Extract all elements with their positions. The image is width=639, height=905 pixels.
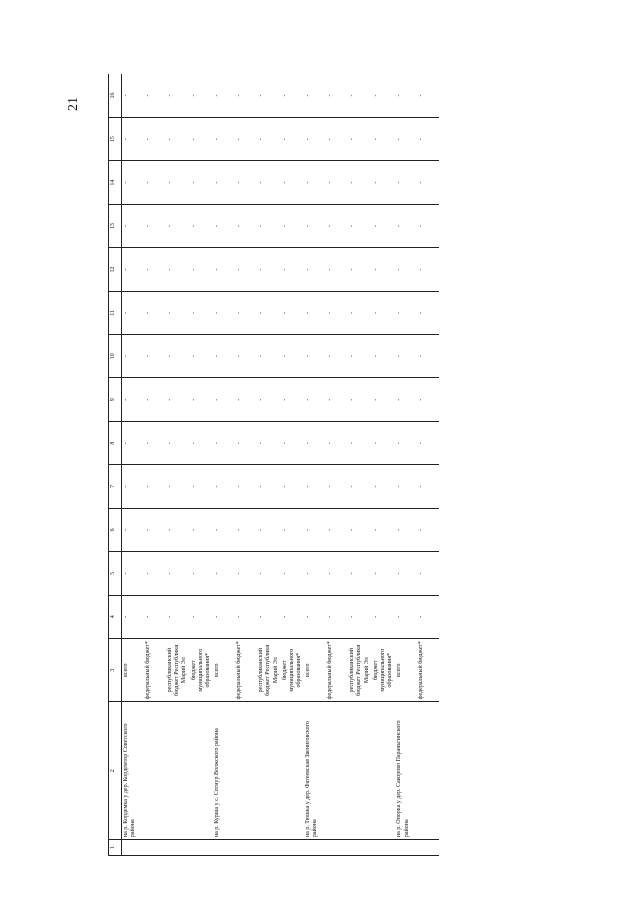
value-cell: - [213,161,235,204]
value-cell: - [281,465,305,508]
value-cell: - [304,291,326,334]
value-cell: - [281,335,305,378]
value-cell: - [395,118,417,161]
value-cell: - [122,204,145,247]
value-cell: - [326,74,348,118]
value-cell: - [213,595,235,638]
value-cell: - [395,378,417,421]
value-cell: - [372,74,396,118]
column-header: 3 [109,638,122,702]
column-header: 13 [109,204,122,247]
value-cell: - [257,465,281,508]
value-cell: - [257,204,281,247]
value-cell: - [417,118,439,161]
page-number: 21 [66,97,81,111]
value-cell: - [417,552,439,595]
value-cell: - [417,161,439,204]
header-row [109,74,122,856]
value-cell: - [395,335,417,378]
value-cell: - [326,161,348,204]
value-cell: - [281,204,305,247]
value-cell: - [348,508,372,551]
location-cell: на р. Кордемка у дер. Кордемтор Советского района [122,702,214,840]
value-cell: - [213,291,235,334]
table-row [213,74,235,856]
value-cell: - [235,378,257,421]
value-cell: - [281,508,305,551]
value-cell: - [348,335,372,378]
value-cell: - [144,465,166,508]
rotated-table [108,74,538,856]
value-cell: - [166,465,190,508]
column-header: 6 [109,508,122,551]
column-header: 5 [109,552,122,595]
value-cell: - [122,74,145,118]
value-cell: - [190,595,214,638]
value-cell: - [257,421,281,464]
value-cell: - [122,595,145,638]
value-cell: - [235,508,257,551]
value-cell: - [304,552,326,595]
value-cell: - [348,118,372,161]
value-cell: - [144,118,166,161]
value-cell: - [122,465,145,508]
value-cell: - [122,378,145,421]
row-number-cell [395,840,439,856]
value-cell: - [235,335,257,378]
value-cell: - [213,335,235,378]
value-cell: - [144,335,166,378]
value-cell: - [144,204,166,247]
value-cell: - [166,204,190,247]
value-cell: - [417,508,439,551]
value-cell: - [395,161,417,204]
value-cell: - [326,118,348,161]
value-cell: - [348,378,372,421]
column-header: 9 [109,378,122,421]
column-header: 12 [109,248,122,291]
value-cell: - [257,378,281,421]
value-cell: - [213,465,235,508]
funding-source-cell: республиканский бюджет Республики Марий Эл [257,638,281,702]
value-cell: - [235,161,257,204]
value-cell: - [166,552,190,595]
budget-table-container [108,74,538,856]
funding-source-cell: всего [304,638,326,702]
value-cell: - [144,595,166,638]
value-cell: - [257,74,281,118]
value-cell: - [326,552,348,595]
value-cell: - [395,595,417,638]
value-cell: - [144,508,166,551]
value-cell: - [122,335,145,378]
value-cell: - [166,595,190,638]
column-header: 15 [109,118,122,161]
value-cell: - [166,118,190,161]
value-cell: - [235,595,257,638]
value-cell: - [348,552,372,595]
value-cell: - [257,595,281,638]
value-cell: - [395,508,417,551]
value-cell: - [372,161,396,204]
funding-source-cell: федеральный бюджет* [326,638,348,702]
column-header: 14 [109,161,122,204]
value-cell: - [281,421,305,464]
value-cell: - [166,335,190,378]
value-cell: - [395,204,417,247]
value-cell: - [372,508,396,551]
value-cell: - [281,595,305,638]
column-header: 7 [109,465,122,508]
value-cell: - [166,74,190,118]
location-cell: на р. Курша у с. Сотнур Волжского района [213,702,304,840]
value-cell: - [122,291,145,334]
value-cell: - [235,74,257,118]
value-cell: - [372,552,396,595]
value-cell: - [417,421,439,464]
value-cell: - [257,161,281,204]
value-cell: - [190,161,214,204]
value-cell: - [213,378,235,421]
value-cell: - [348,595,372,638]
row-number-cell [213,840,304,856]
value-cell: - [235,552,257,595]
value-cell: - [190,248,214,291]
value-cell: - [372,204,396,247]
value-cell: - [395,421,417,464]
column-header: 11 [109,291,122,334]
value-cell: - [326,291,348,334]
value-cell: - [395,74,417,118]
value-cell: - [235,118,257,161]
value-cell: - [372,335,396,378]
value-cell: - [190,378,214,421]
value-cell: - [190,465,214,508]
value-cell: - [166,161,190,204]
value-cell: - [417,378,439,421]
value-cell: - [144,378,166,421]
value-cell: - [281,74,305,118]
value-cell: - [326,204,348,247]
value-cell: - [348,421,372,464]
value-cell: - [417,204,439,247]
value-cell: - [257,508,281,551]
value-cell: - [122,508,145,551]
value-cell: - [372,465,396,508]
value-cell: - [372,378,396,421]
value-cell: - [326,378,348,421]
row-number-cell [304,840,395,856]
value-cell: - [235,204,257,247]
funding-source-cell: всего [122,638,145,702]
value-cell: - [213,118,235,161]
value-cell: - [395,465,417,508]
value-cell: - [213,74,235,118]
value-cell: - [122,161,145,204]
value-cell: - [348,74,372,118]
value-cell: - [372,421,396,464]
value-cell: - [304,508,326,551]
column-header: 10 [109,335,122,378]
value-cell: - [395,248,417,291]
value-cell: - [213,248,235,291]
value-cell: - [190,552,214,595]
value-cell: - [417,595,439,638]
value-cell: - [348,465,372,508]
value-cell: - [122,248,145,291]
value-cell: - [304,118,326,161]
value-cell: - [304,74,326,118]
value-cell: - [144,421,166,464]
value-cell: - [190,508,214,551]
table-row [122,74,145,856]
value-cell: - [281,378,305,421]
value-cell: - [257,291,281,334]
value-cell: - [122,552,145,595]
row-number-cell [122,840,214,856]
funding-source-cell: бюджет муниципального образования* [372,638,396,702]
value-cell: - [326,465,348,508]
value-cell: - [326,248,348,291]
value-cell: - [257,335,281,378]
value-cell: - [190,291,214,334]
value-cell: - [348,248,372,291]
value-cell: - [304,204,326,247]
value-cell: - [281,552,305,595]
value-cell: - [417,335,439,378]
column-header: 2 [109,702,122,840]
value-cell: - [304,421,326,464]
value-cell: - [372,248,396,291]
funding-source-cell: федеральный бюджет* [235,638,257,702]
funding-source-cell: республиканский бюджет Республики Марий Эл [166,638,190,702]
value-cell: - [417,465,439,508]
value-cell: - [304,595,326,638]
budget-table [108,74,439,856]
value-cell: - [281,118,305,161]
value-cell: - [190,118,214,161]
value-cell: - [190,335,214,378]
value-cell: - [348,291,372,334]
value-cell: - [190,74,214,118]
value-cell: - [144,291,166,334]
value-cell: - [348,204,372,247]
value-cell: - [417,248,439,291]
table-row [395,74,417,856]
value-cell: - [190,421,214,464]
table-body [122,74,440,856]
column-header: 8 [109,421,122,464]
value-cell: - [235,291,257,334]
funding-source-cell: бюджет муниципального образования* [281,638,305,702]
value-cell: - [395,291,417,334]
table-row [304,74,326,856]
funding-source-cell: бюджет муниципального образования* [190,638,214,702]
value-cell: - [304,248,326,291]
value-cell: - [281,248,305,291]
funding-source-cell: всего [213,638,235,702]
value-cell: - [257,248,281,291]
value-cell: - [166,291,190,334]
location-cell: на р. Тюшка у дер. Фатеевская Звениговского района [304,702,395,840]
value-cell: - [235,421,257,464]
value-cell: - [257,118,281,161]
value-cell: - [122,118,145,161]
funding-source-cell: федеральный бюджет* [144,638,166,702]
value-cell: - [144,161,166,204]
funding-source-cell: федеральный бюджет* [417,638,439,702]
value-cell: - [213,508,235,551]
value-cell: - [326,595,348,638]
value-cell: - [213,204,235,247]
funding-source-cell: республиканский бюджет Республики Марий Эл [348,638,372,702]
value-cell: - [304,335,326,378]
value-cell: - [213,552,235,595]
value-cell: - [348,161,372,204]
column-header: 4 [109,595,122,638]
value-cell: - [372,595,396,638]
value-cell: - [190,204,214,247]
value-cell: - [144,74,166,118]
value-cell: - [257,552,281,595]
value-cell: - [326,335,348,378]
value-cell: - [166,248,190,291]
value-cell: - [417,74,439,118]
value-cell: - [304,465,326,508]
value-cell: - [166,421,190,464]
value-cell: - [326,508,348,551]
value-cell: - [213,421,235,464]
column-header: 16 [109,74,122,118]
value-cell: - [281,291,305,334]
value-cell: - [417,291,439,334]
location-cell: на р. Опорка у дер. Сакорово Параньгинского района [395,702,439,840]
value-cell: - [166,378,190,421]
value-cell: - [372,291,396,334]
value-cell: - [395,552,417,595]
value-cell: - [235,465,257,508]
value-cell: - [281,161,305,204]
column-header: 1 [109,840,122,856]
value-cell: - [304,161,326,204]
funding-source-cell: всего [395,638,417,702]
value-cell: - [235,248,257,291]
value-cell: - [144,552,166,595]
value-cell: - [372,118,396,161]
value-cell: - [144,248,166,291]
value-cell: - [304,378,326,421]
value-cell: - [326,421,348,464]
value-cell: - [122,421,145,464]
value-cell: - [166,508,190,551]
